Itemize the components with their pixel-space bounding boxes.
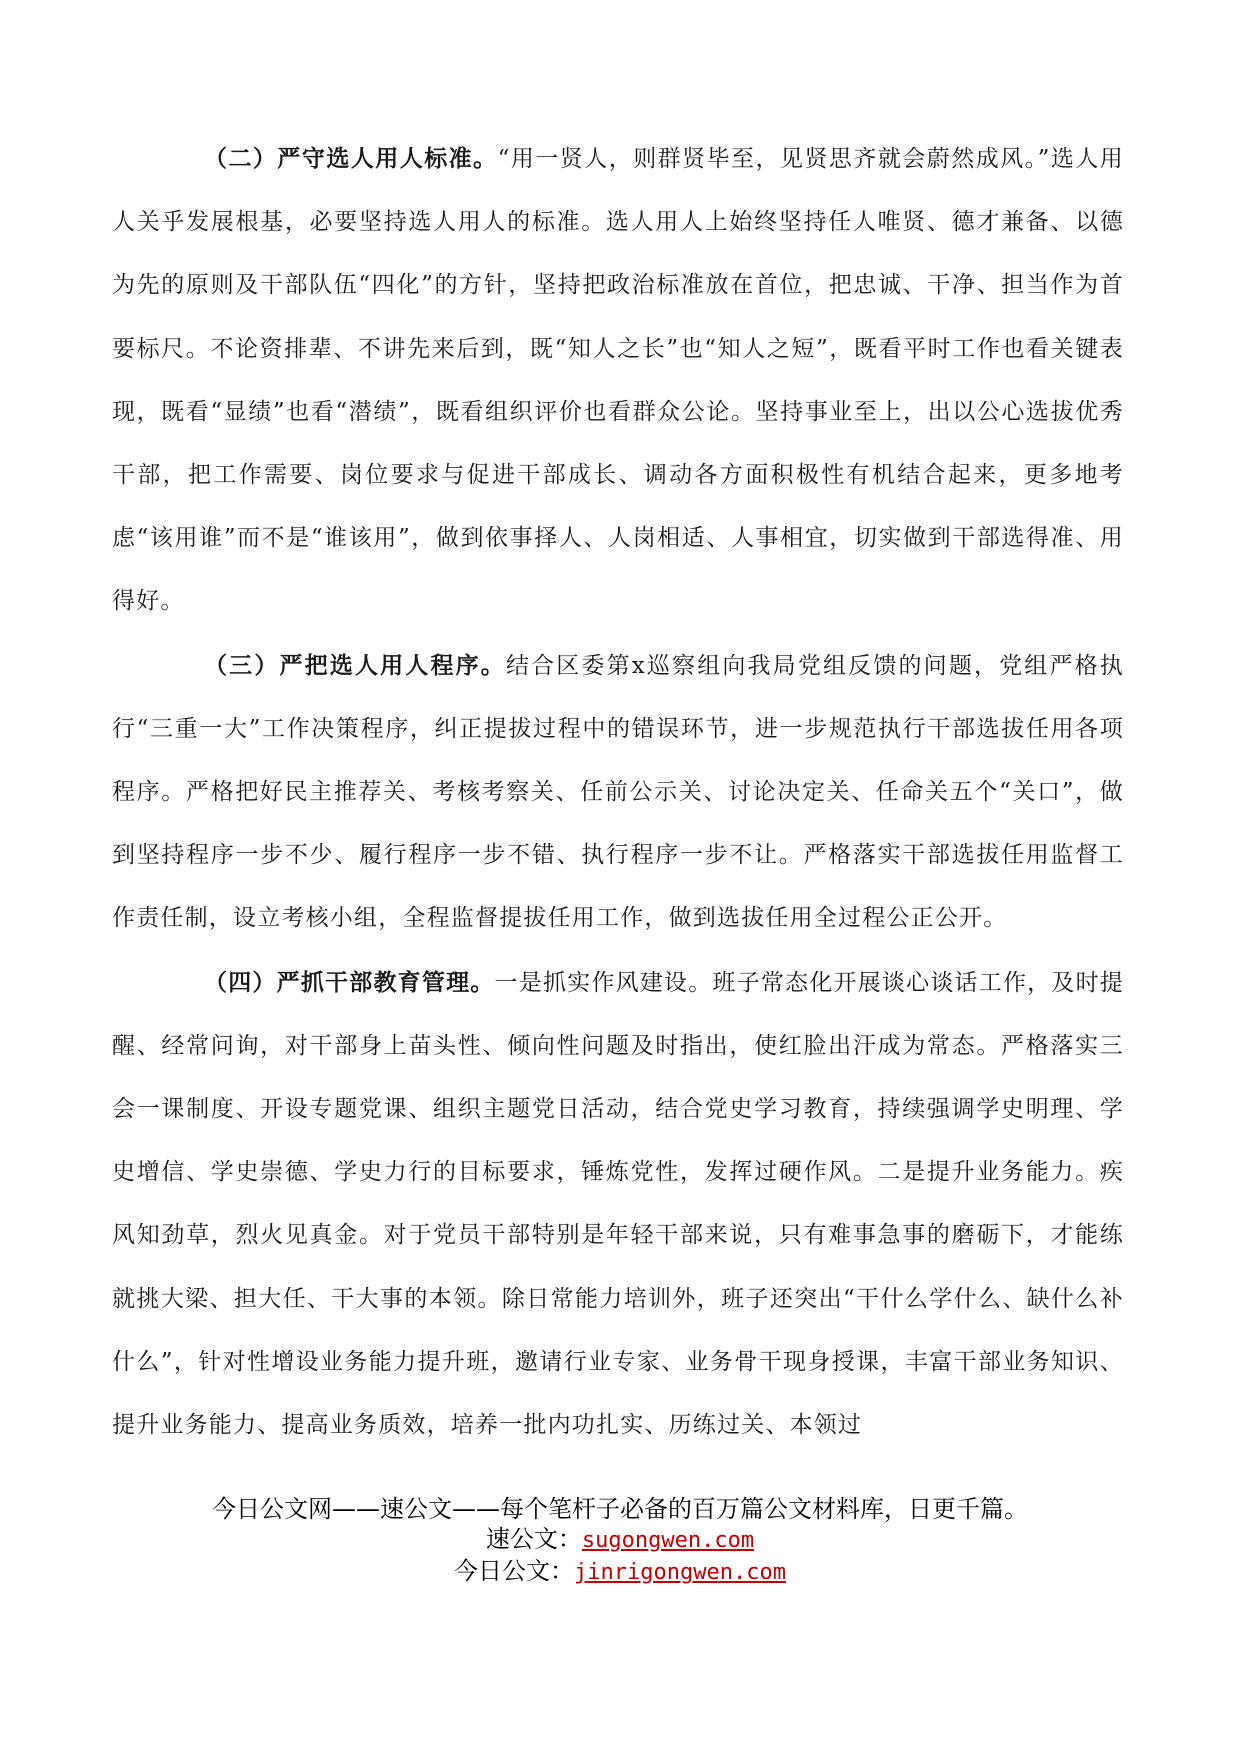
paragraph-text: 一是抓实作风建设。班子常态化开展谈心谈话工作，及时提醒、经常问询，对干部身上苗头性、倾向性问题及时指出，使红脸出汗成为常态。严格落实三会一课制度、开设专题党课、组织主题党日活动，结合党史学习教育，持续强调学史明理、学史增信、学史崇德、学史力行的目标要求，锤炼党性，发挥过硬作风。二是提升业务能力。疾风知劲草，烈火见真金。对于党员干部特别是年轻干部来说，只有难事急事的磨砺下，才能练就挑大梁、担大任、干大事的本领。除日常能力培训外，班子还突出“干什么学什么、缺什么补什么”，针对性增设业务能力提升班，邀请行业专家、业务骨干现身授课，丰富干部业务知识、提升业务能力、提高业务质效，培养一批内功扎实、历练过关、本领过 — [112, 969, 1124, 1439]
paragraph-education — [112, 951, 1124, 1458]
paragraph-heading: （二）严守选人用人标准。 — [204, 145, 498, 172]
paragraph-text: 结合区委第x巡察组向我局党组反馈的问题，党组严格执行“三重一大”工作决策程序，纠正提拔过程中的错误环节，进一步规范执行干部选拔任用各项程序。严格把好民主推荐关、考核考察关、任前公示关、讨论决定关、任命关五个“关口”，做到坚持程序一步不少、履行程序一步不错、执行程序一步不让。严格落实干部选拔任用监督工作责任制，设立考核小组，全程监督提拔任用工作，做到选拔任用全过程公正公开。 — [112, 652, 1124, 932]
footer-line-1 — [0, 1524, 1240, 1556]
paragraph-heading: （三）严把选人用人程序。 — [204, 651, 506, 679]
footer-tagline: 今日公文网——速公文——每个笔杆子必备的百万篇公文材料库，日更千篇。 — [212, 1495, 1028, 1523]
footer-line-2 — [0, 1556, 1240, 1588]
paragraph-text: “用一贤人，则群贤毕至，见贤思齐就会蔚然成风。”选人用人关乎发展根基，必要坚持选人用人的标准。选人用人上始终坚持任人唯贤、德才兼备、以德为先的原则及干部队伍“四化”的方针，坚持把政治标准放在首位，把忠诚、干净、担当作为首要标尺。不论资排辈、不讲先来后到，既“知人之长”也“知人之短”，既看平时工作也看关键表现，既看“显绩”也看“潜绩”，既看组织评价也看群众公论。坚持事业至上，出以公心选拔优秀干部，把工作需要、岗位要求与促进干部成长、调动各方面积极性有机结合起来，更多地考虑“该用谁”而不是“谁该用”，做到依事择人、人岗相适、人事相宜，切实做到干部选得准、用得好。 — [112, 146, 1125, 615]
footer-label: 速公文： — [485, 1525, 582, 1553]
paragraph-heading: （四）严抓干部教育管理。 — [204, 968, 495, 996]
paragraph-procedure — [112, 634, 1124, 951]
footer-link-sugongwen[interactable]: sugongwen.com — [581, 1528, 755, 1553]
footer-label: 今日公文： — [454, 1557, 575, 1585]
footer-link-jinrigongwen[interactable]: jinrigongwen.com — [574, 1560, 786, 1585]
footer-watermark — [0, 1494, 1240, 1588]
document-body — [112, 127, 1124, 1457]
paragraph-standards — [112, 127, 1124, 634]
